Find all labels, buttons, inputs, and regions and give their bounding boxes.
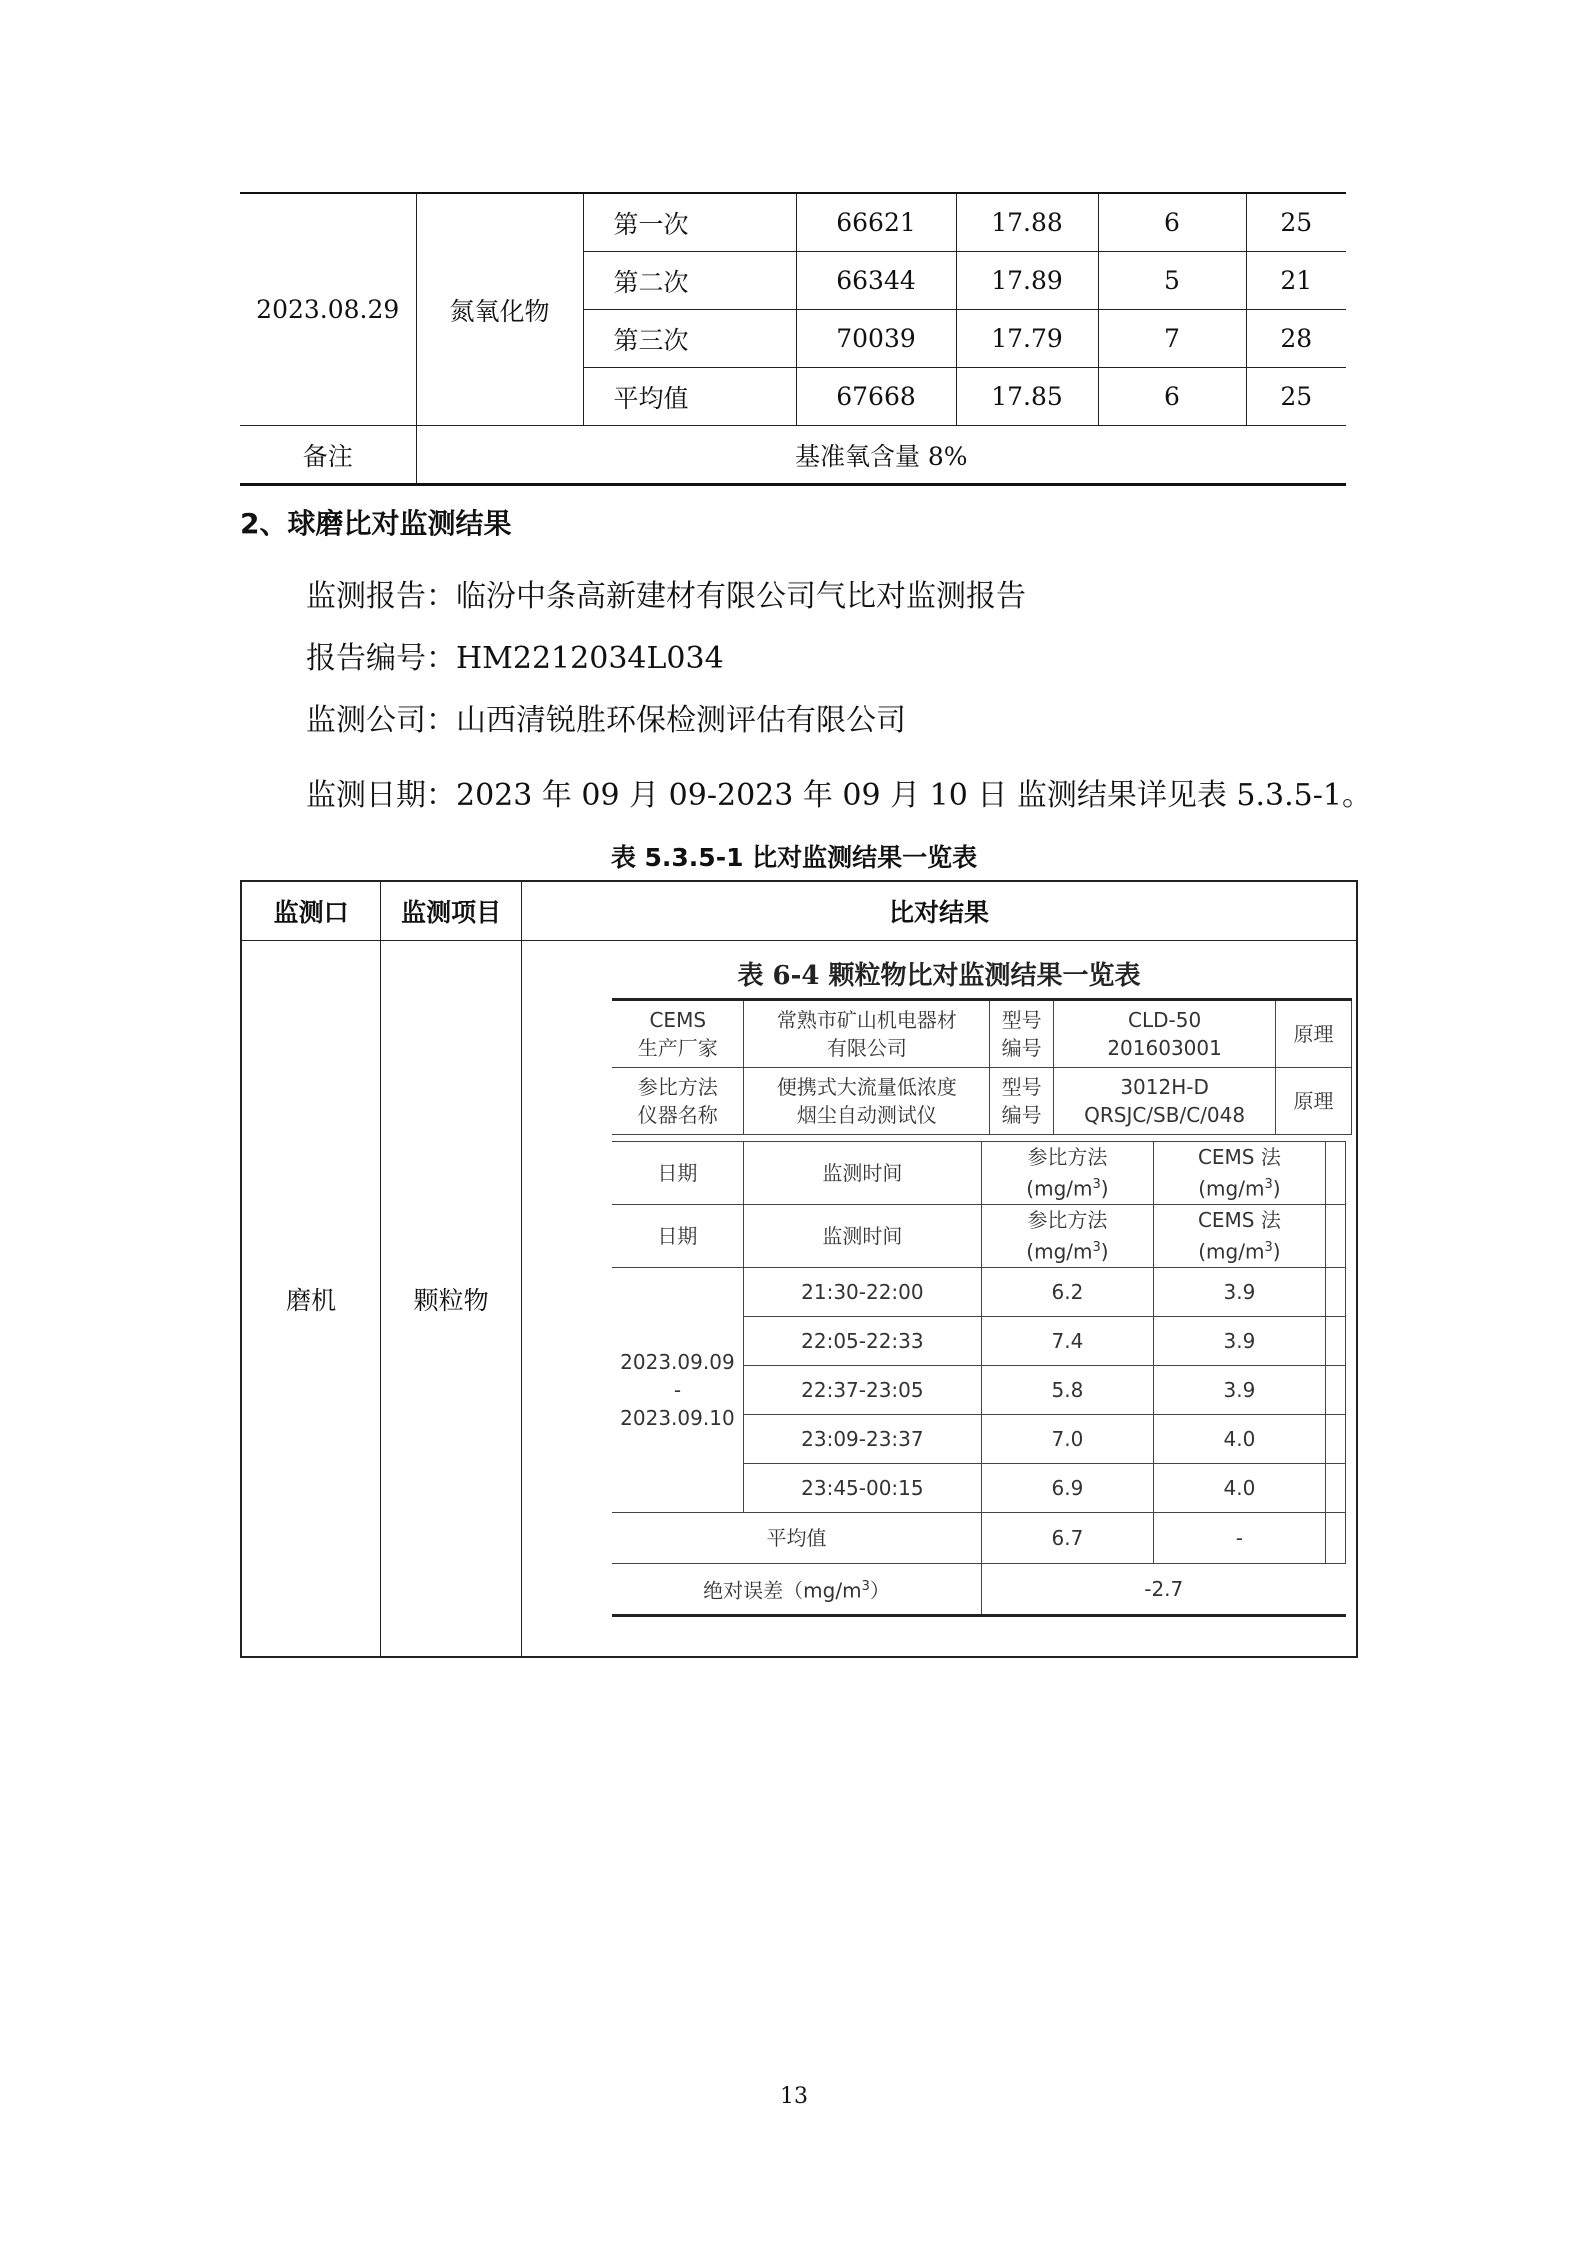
table-cell (1325, 1268, 1345, 1317)
table-cell (1325, 1317, 1345, 1366)
embedded-scan (522, 941, 1356, 1655)
table-cell: 17.89 (956, 252, 1098, 310)
table-cell: 型号 编号 (990, 1000, 1054, 1068)
table-cell: 17.79 (956, 310, 1098, 368)
table-header-row (612, 1205, 1346, 1268)
table-cell: 参比方法 $(mg/m^3)$ (981, 1142, 1153, 1205)
section-heading: 2、球磨比对监测结果 (240, 507, 512, 540)
embedded-title: 表 6-4 颗粒物比对监测结果一览表 (737, 961, 1141, 991)
table-cell: 3.9 (1153, 1366, 1325, 1415)
sample-label: 第三次 (583, 310, 796, 368)
emission-table (240, 192, 1346, 486)
table-cell: 6.9 (981, 1464, 1153, 1513)
table-cell: 7.4 (981, 1317, 1153, 1366)
company-line: 监测公司：山西清锐胜环保检测评估有限公司 (306, 703, 906, 738)
table-cell: 7 (1098, 310, 1246, 368)
header-item: 监测项目 (381, 881, 522, 941)
abs-error-row (612, 1564, 1346, 1616)
sample-label: 第一次 (583, 193, 796, 252)
table-cell: 4.0 (1153, 1415, 1325, 1464)
table-cell: 便携式大流量低浓度 烟尘自动测试仪 (744, 1068, 990, 1135)
table-cell: 6.7 (981, 1513, 1153, 1564)
table-cell (1325, 1366, 1345, 1415)
table-row (612, 1068, 1352, 1135)
table-cell: 6 (1098, 368, 1246, 426)
report-line: 监测报告：临汾中条高新建材有限公司气比对监测报告 (306, 579, 1026, 614)
sample-label: 平均值 (583, 368, 796, 426)
table-cell: 25 (1246, 368, 1346, 426)
report-number-line: 报告编号：HM2212034L034 (306, 641, 724, 676)
table-cell: 23:45-00:15 (743, 1464, 981, 1513)
abs-error-label: 绝对误差$(mg/m^3)$ (612, 1564, 981, 1616)
table-cell: 6.2 (981, 1268, 1153, 1317)
table-cell: 25 (1246, 193, 1346, 252)
table-cell: 原理 (1276, 1068, 1352, 1135)
sample-label: 第二次 (583, 252, 796, 310)
header-result: 比对结果 (522, 881, 1357, 941)
table-cell: 4.0 (1153, 1464, 1325, 1513)
table-cell: 66621 (796, 193, 956, 252)
table-cell: 22:37-23:05 (743, 1366, 981, 1415)
remark-label: 备注 (240, 426, 416, 485)
table-cell: 日期 (612, 1205, 743, 1268)
table-cell: 67668 (796, 368, 956, 426)
table-cell (1325, 1464, 1345, 1513)
table-cell: 17.88 (956, 193, 1098, 252)
table-header-row (241, 881, 1357, 941)
table-cell: 28 (1246, 310, 1346, 368)
table-cell: 常熟市矿山机电器材 有限公司 (744, 1000, 990, 1068)
table-cell: 7.0 (981, 1415, 1153, 1464)
result-image (522, 941, 1357, 1658)
measurement-table (612, 1141, 1346, 1617)
table-cell: CEMS 法 $(mg/m^3)$ (1153, 1142, 1325, 1205)
table-cell: 原理 (1276, 1000, 1352, 1068)
remark-value: 基准氧含量 8% (416, 426, 1346, 485)
page-number: 13 (780, 2084, 808, 2109)
header-outlet: 监测口 (241, 881, 381, 941)
table-cell (1325, 1513, 1345, 1564)
table-cell (1325, 1205, 1345, 1268)
table-cell: 参比方法 仪器名称 (612, 1068, 744, 1135)
table-cell (1325, 1142, 1345, 1205)
table-cell: 23:09-23:37 (743, 1415, 981, 1464)
pollutant-cell: 氮氧化物 (416, 193, 583, 426)
table-cell: 参比方法 $(mg/m^3)$ (981, 1205, 1153, 1268)
table-cell: CEMS 生产厂家 (612, 1000, 744, 1068)
table-row (612, 1000, 1352, 1068)
table-cell (1325, 1415, 1345, 1464)
table-cell: 3.9 (1153, 1317, 1325, 1366)
table-cell: 21 (1246, 252, 1346, 310)
table-cell: - (1153, 1513, 1325, 1564)
table-cell: 70039 (796, 310, 956, 368)
table-cell: 5.8 (981, 1366, 1153, 1415)
table-cell: 3012H-D QRSJC/SB/C/048 (1054, 1068, 1276, 1135)
abs-error-value: -2.7 (981, 1564, 1345, 1616)
table-cell: 监测时间 (743, 1142, 981, 1205)
remark-row (240, 426, 1346, 485)
table-row (241, 941, 1357, 1658)
table-cell: CLD-50 201603001 (1054, 1000, 1276, 1068)
table-cell: 3.9 (1153, 1268, 1325, 1317)
table-row (612, 1268, 1346, 1317)
table-cell: 21:30-22:00 (743, 1268, 981, 1317)
table-cell: CEMS 法 $(mg/m^3)$ (1153, 1205, 1325, 1268)
table-row (240, 193, 1346, 252)
table-caption: 表 5.3.5-1 比对监测结果一览表 (610, 843, 978, 872)
date-line: 监测日期：2023 年 09 月 09-2023 年 09 月 10 日 监测结果详见表 5.3.5-1。 (306, 778, 1372, 813)
date-cell: 2023.08.29 (240, 193, 416, 426)
table-cell: 6 (1098, 193, 1246, 252)
item-cell: 颗粒物 (381, 941, 522, 1658)
instrument-table (612, 998, 1352, 1135)
table-cell: 66344 (796, 252, 956, 310)
table-cell: 监测时间 (743, 1205, 981, 1268)
table-header-row (612, 1142, 1346, 1205)
date-range-cell: 2023.09.09 - 2023.09.10 (612, 1268, 743, 1513)
average-row (612, 1513, 1346, 1564)
outlet-cell: 磨机 (241, 941, 381, 1658)
table-cell: 22:05-22:33 (743, 1317, 981, 1366)
table-cell: 型号 编号 (990, 1068, 1054, 1135)
table-cell: 17.85 (956, 368, 1098, 426)
avg-label: 平均值 (612, 1513, 981, 1564)
comparison-table (240, 880, 1358, 1658)
table-cell: 日期 (612, 1142, 743, 1205)
table-cell: 5 (1098, 252, 1246, 310)
